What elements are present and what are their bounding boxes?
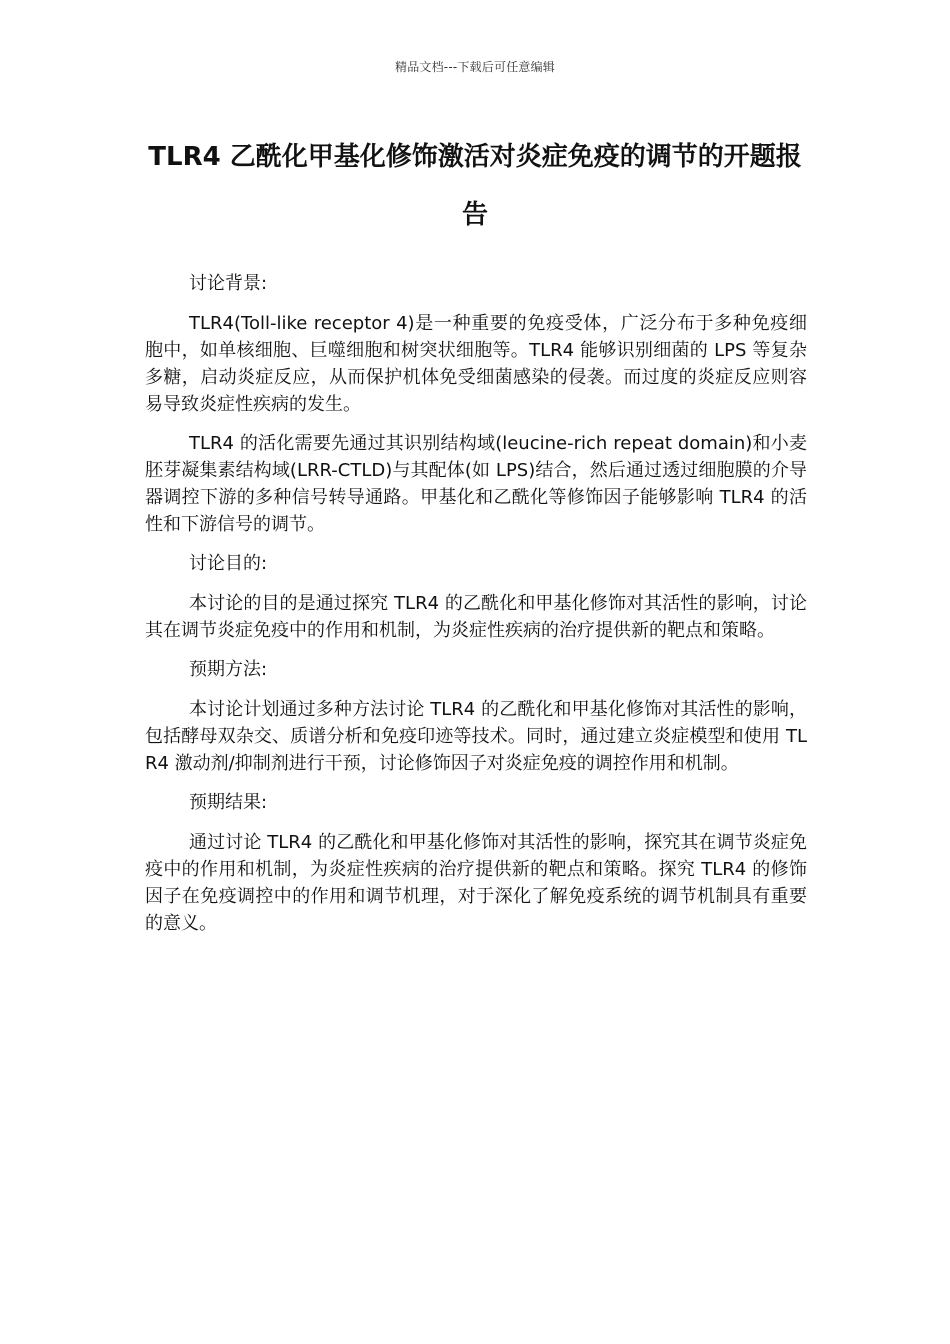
document-body xyxy=(145,270,807,949)
paragraph-background-1: TLR4(Toll-like receptor 4)是一种重要的免疫受体，广泛分布于多种免疫细胞中，如单核细胞、巨噬细胞和树突状细胞等。TLR4 能够识别细菌的 LPS 等复杂多糖，启动炎症反应，从而保护机体免受细菌感染的侵袭。而过度的炎症反应则容易导致炎症性疾病的发生。 xyxy=(145,313,807,415)
header-note: 精品文档---下载后可任意编辑 xyxy=(395,60,555,74)
paragraph-background-2: TLR4 的活化需要先通过其识别结构域(leucine-rich repeat domain)和小麦胚芽凝集素结构域(LRR-CTLD)与其配体(如 LPS)结合，然后通过透过细胞膜的介导器调控下游的多种信号转导通路。甲基化和乙酰化等修饰因子能够影响 TLR4 的活性和下游信号的调节。 xyxy=(145,433,807,535)
section-heading-purpose: 讨论目的: xyxy=(189,553,268,574)
section-heading-method: 预期方法: xyxy=(189,659,268,680)
paragraph-method: 本讨论计划通过多种方法讨论 TLR4 的乙酰化和甲基化修饰对其活性的影响，包括酵母双杂交、质谱分析和免疫印迹等技术。同时，通过建立炎症模型和使用 TLR4 激动剂/抑制剂进行干预，讨论修饰因子对炎症免疫的调控作用和机制。 xyxy=(145,699,807,774)
section-heading-background: 讨论背景: xyxy=(189,273,268,294)
document-title: TLR4 乙酰化甲基化修饰激活对炎症免疫的调节的开题报告 xyxy=(148,142,802,230)
paragraph-result: 通过讨论 TLR4 的乙酰化和甲基化修饰对其活性的影响，探究其在调节炎症免疫中的作用和机制，为炎症性疾病的治疗提供新的靶点和策略。探究 TLR4 的修饰因子在免疫调控中的作用和调节机理，对于深化了解免疫系统的调节机制具有重要的意义。 xyxy=(145,832,807,934)
section-heading-result: 预期结果: xyxy=(189,792,268,813)
paragraph-purpose: 本讨论的目的是通过探究 TLR4 的乙酰化和甲基化修饰对其活性的影响，讨论其在调节炎症免疫中的作用和机制，为炎症性疾病的治疗提供新的靶点和策略。 xyxy=(145,593,807,641)
